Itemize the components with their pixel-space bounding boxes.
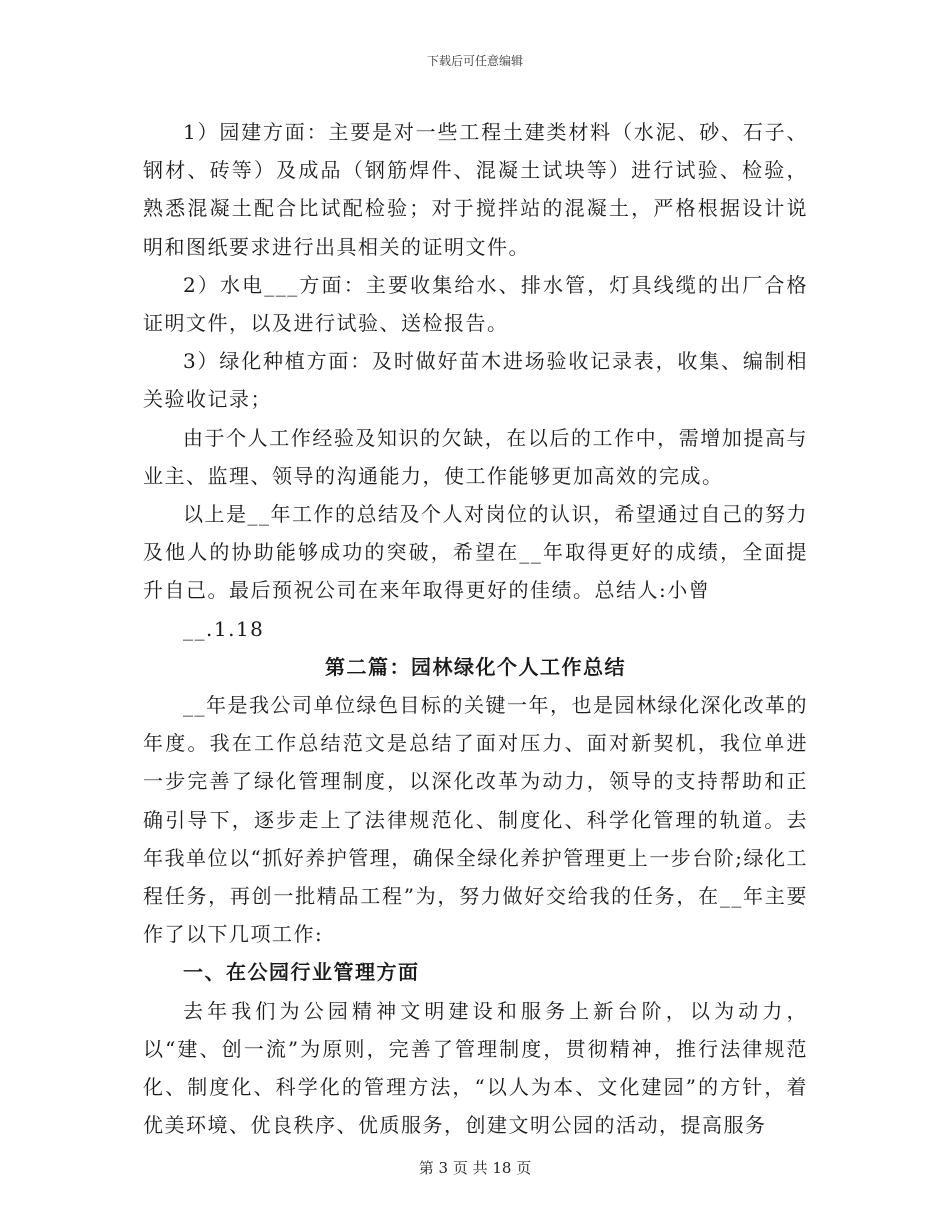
- paragraph-section-intro: __年是我公司单位绿色目标的关键一年，也是园林绿化深化改革的年度。我在工作总结范文是总结了面对压力、面对新契机，我位单进一步完善了绿化管理制度，以深化改革为动力，领导的支持帮助和正确引导下，逐步走上了法律规范化、制度化、科学化管理的轨道。去年我单位以“抓好养护管理，确保全绿化养护管理更上一步台阶;绿化工程任务，再创一批精品工程”为，努力做好交给我的任务，在__年主要作了以下几项工作:: [143, 693, 808, 947]
- paragraph-summary-closing: 以上是__年工作的总结及个人对岗位的认识，希望通过自己的努力及他人的协助能够成功的突破，希望在__年取得更好的成绩，全面提升自己。最后预祝公司在来年取得更好的佳绩。总结人:小曾: [143, 502, 808, 603]
- paragraph-self-improvement: 由于个人工作经验及知识的欠缺，在以后的工作中，需增加提高与业主、监理、领导的沟通能力，使工作能够更加高效的完成。: [143, 425, 808, 488]
- paragraph-park-management: 去年我们为公园精神文明建设和服务上新台阶，以为动力，以“建、创一流”为原则，完善了管理制度，贯彻精神，推行法律规范化、制度化、科学化的管理方法，“以人为本、文化建园”的方针，着优美环境、优良秩序、优质服务，创建文明公园的活动，提高服务: [143, 998, 808, 1138]
- paragraph-greening-planting: 3）绿化种植方面：及时做好苗木进场验收记录表，收集、编制相关验收记录；: [143, 349, 808, 412]
- document-body: [143, 113, 808, 1144]
- page-header-note: 下载后可任意编辑: [426, 54, 523, 68]
- paragraph-date: __.1.18: [183, 616, 265, 641]
- paragraph-landscape-construction: 1）园建方面：主要是对一些工程土建类材料（水泥、砂、石子、钢材、砖等）及成品（钢筋焊件、混凝土试块等）进行试验、检验，熟悉混凝土配合比试配检验；对于搅拌站的混凝土，严格根据设计说明和图纸要求进行出具相关的证明文件。: [143, 120, 808, 259]
- subsection-title: 一、在公园行业管理方面: [183, 960, 420, 985]
- paragraph-water-electric: 2）水电___方面：主要收集给水、排水管，灯具线缆的出厂合格证明文件，以及进行试验、送检报告。: [143, 272, 808, 336]
- page-number-footer: 第 3 页 共 18 页: [418, 1159, 532, 1177]
- section-title: 第二篇：园林绿化个人工作总结: [325, 654, 626, 679]
